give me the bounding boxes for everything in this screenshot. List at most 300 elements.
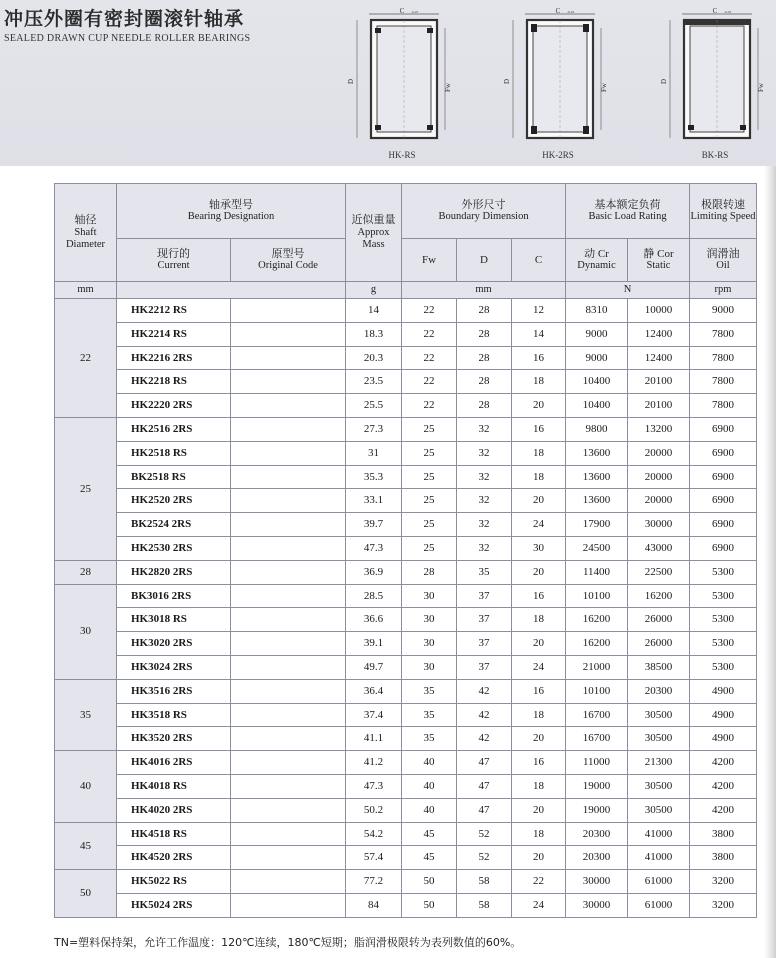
fw-cell: 25	[402, 489, 457, 513]
table-body	[55, 299, 757, 918]
diagram-label: HK-RS	[388, 150, 416, 160]
mass-cell: 28.5	[346, 584, 402, 608]
diagram-hk-2rs	[503, 8, 613, 160]
current-code-cell: HK3516 2RS	[117, 679, 231, 703]
dim-tolerance: -0.25	[724, 10, 732, 14]
static-load-cell: 12400	[628, 346, 690, 370]
table-row	[55, 560, 757, 584]
static-load-cell: 20100	[628, 370, 690, 394]
c-cell: 16	[512, 417, 566, 441]
table-row	[55, 679, 757, 703]
static-load-cell: 20000	[628, 441, 690, 465]
table-row	[55, 441, 757, 465]
fw-cell: 25	[402, 441, 457, 465]
table-row	[55, 322, 757, 346]
fw-cell: 22	[402, 370, 457, 394]
table-row	[55, 846, 757, 870]
current-code-cell: HK3018 RS	[117, 608, 231, 632]
dynamic-load-cell: 9800	[566, 417, 628, 441]
fw-cell: 35	[402, 703, 457, 727]
table-row	[55, 370, 757, 394]
oil-speed-cell: 5300	[690, 560, 757, 584]
dynamic-load-cell: 20300	[566, 846, 628, 870]
original-code-cell	[231, 513, 346, 537]
original-code-cell	[231, 441, 346, 465]
c-cell: 16	[512, 751, 566, 775]
dynamic-load-cell: 11000	[566, 751, 628, 775]
c-cell: 20	[512, 727, 566, 751]
dim-fw-label: Fw	[757, 83, 765, 92]
current-code-cell: HK3520 2RS	[117, 727, 231, 751]
current-code-cell: HK2516 2RS	[117, 417, 231, 441]
original-code-cell	[231, 774, 346, 798]
d-cell: 58	[457, 870, 512, 894]
oil-speed-cell: 3200	[690, 893, 757, 917]
unit-shaft: mm	[55, 282, 117, 299]
dynamic-load-cell: 9000	[566, 346, 628, 370]
dim-tolerance: -0.25	[411, 10, 419, 14]
c-cell: 12	[512, 299, 566, 323]
oil-speed-cell: 9000	[690, 299, 757, 323]
original-code-cell	[231, 299, 346, 323]
oil-speed-cell: 5300	[690, 632, 757, 656]
table-row	[55, 489, 757, 513]
page-edge-shadow	[764, 166, 776, 958]
header-current: 现行的 Current	[117, 239, 231, 282]
page-title: 冲压外圈有密封圈滚针轴承	[4, 9, 245, 30]
fw-cell: 30	[402, 608, 457, 632]
dynamic-load-cell: 30000	[566, 893, 628, 917]
d-cell: 52	[457, 822, 512, 846]
static-load-cell: 12400	[628, 322, 690, 346]
header-shaft: 轴径 Shaft Diameter	[55, 184, 117, 282]
c-cell: 16	[512, 584, 566, 608]
fw-cell: 50	[402, 870, 457, 894]
c-cell: 24	[512, 655, 566, 679]
oil-speed-cell: 3800	[690, 822, 757, 846]
original-code-cell	[231, 417, 346, 441]
dynamic-load-cell: 10100	[566, 584, 628, 608]
table-row	[55, 465, 757, 489]
mass-cell: 36.6	[346, 608, 402, 632]
diagram-hk-rs	[347, 8, 457, 160]
bearing-section-drawing	[660, 8, 770, 160]
original-code-cell	[231, 727, 346, 751]
dynamic-load-cell: 11400	[566, 560, 628, 584]
mass-cell: 36.4	[346, 679, 402, 703]
original-code-cell	[231, 608, 346, 632]
bearing-section-drawing	[503, 8, 613, 160]
mass-cell: 77.2	[346, 870, 402, 894]
unit-load: N	[566, 282, 690, 299]
table-row	[55, 584, 757, 608]
shaft-diameter-cell: 22	[55, 299, 117, 418]
fw-cell: 45	[402, 822, 457, 846]
bearing-section-drawing	[347, 8, 457, 160]
current-code-cell: HK5022 RS	[117, 870, 231, 894]
fw-cell: 45	[402, 846, 457, 870]
mass-cell: 31	[346, 441, 402, 465]
current-code-cell: HK2212 RS	[117, 299, 231, 323]
dynamic-load-cell: 20300	[566, 822, 628, 846]
d-cell: 42	[457, 727, 512, 751]
fw-cell: 35	[402, 679, 457, 703]
static-load-cell: 20300	[628, 679, 690, 703]
header-load: 基本额定负荷 Basic Load Rating	[566, 184, 690, 239]
static-load-cell: 26000	[628, 608, 690, 632]
oil-speed-cell: 6900	[690, 441, 757, 465]
static-load-cell: 22500	[628, 560, 690, 584]
c-cell: 16	[512, 679, 566, 703]
mass-cell: 36.9	[346, 560, 402, 584]
unit-mass: g	[346, 282, 402, 299]
diagram-label: HK-2RS	[542, 150, 574, 160]
dim-tolerance: -0.25	[567, 10, 575, 14]
fw-cell: 28	[402, 560, 457, 584]
fw-cell: 25	[402, 417, 457, 441]
fw-cell: 35	[402, 727, 457, 751]
dynamic-load-cell: 8310	[566, 299, 628, 323]
d-cell: 32	[457, 536, 512, 560]
dim-c-label: C	[712, 7, 718, 15]
diagram-label: BK-RS	[701, 150, 729, 160]
dynamic-load-cell: 10100	[566, 679, 628, 703]
c-cell: 22	[512, 870, 566, 894]
oil-speed-cell: 7800	[690, 370, 757, 394]
c-cell: 18	[512, 774, 566, 798]
d-cell: 37	[457, 632, 512, 656]
header-static: 静 Cor Static	[628, 239, 690, 282]
c-cell: 24	[512, 893, 566, 917]
oil-speed-cell: 5300	[690, 655, 757, 679]
d-cell: 47	[457, 774, 512, 798]
d-cell: 47	[457, 798, 512, 822]
mass-cell: 57.4	[346, 846, 402, 870]
mass-cell: 23.5	[346, 370, 402, 394]
dynamic-load-cell: 30000	[566, 870, 628, 894]
d-cell: 58	[457, 893, 512, 917]
table-row	[55, 632, 757, 656]
dynamic-load-cell: 16700	[566, 703, 628, 727]
current-code-cell: BK3016 2RS	[117, 584, 231, 608]
static-load-cell: 30500	[628, 798, 690, 822]
static-load-cell: 20100	[628, 394, 690, 418]
c-cell: 18	[512, 465, 566, 489]
original-code-cell	[231, 632, 346, 656]
static-load-cell: 41000	[628, 822, 690, 846]
dynamic-load-cell: 13600	[566, 489, 628, 513]
table-row	[55, 774, 757, 798]
oil-speed-cell: 4900	[690, 703, 757, 727]
header-d: D	[457, 239, 512, 282]
mass-cell: 20.3	[346, 346, 402, 370]
d-cell: 32	[457, 417, 512, 441]
bearing-spec-table	[54, 183, 757, 918]
fw-cell: 40	[402, 774, 457, 798]
table-row	[55, 655, 757, 679]
original-code-cell	[231, 536, 346, 560]
original-code-cell	[231, 870, 346, 894]
fw-cell: 40	[402, 798, 457, 822]
d-cell: 42	[457, 703, 512, 727]
d-cell: 52	[457, 846, 512, 870]
c-cell: 20	[512, 560, 566, 584]
current-code-cell: HK4518 RS	[117, 822, 231, 846]
mass-cell: 47.3	[346, 774, 402, 798]
shaft-diameter-cell: 35	[55, 679, 117, 750]
mass-cell: 14	[346, 299, 402, 323]
header-speed: 极限转速 Limiting Speed	[690, 184, 757, 239]
fw-cell: 25	[402, 465, 457, 489]
oil-speed-cell: 3800	[690, 846, 757, 870]
mass-cell: 39.1	[346, 632, 402, 656]
shaft-diameter-cell: 28	[55, 560, 117, 584]
c-cell: 18	[512, 608, 566, 632]
current-code-cell: BK2524 2RS	[117, 513, 231, 537]
table-row	[55, 893, 757, 917]
mass-cell: 50.2	[346, 798, 402, 822]
mass-cell: 27.3	[346, 417, 402, 441]
d-cell: 37	[457, 608, 512, 632]
table-row	[55, 536, 757, 560]
original-code-cell	[231, 465, 346, 489]
oil-speed-cell: 7800	[690, 322, 757, 346]
table-row	[55, 608, 757, 632]
mass-cell: 39.7	[346, 513, 402, 537]
current-code-cell: HK2820 2RS	[117, 560, 231, 584]
mass-cell: 54.2	[346, 822, 402, 846]
static-load-cell: 30500	[628, 727, 690, 751]
mass-cell: 49.7	[346, 655, 402, 679]
current-code-cell: HK3518 RS	[117, 703, 231, 727]
static-load-cell: 43000	[628, 536, 690, 560]
dynamic-load-cell: 19000	[566, 774, 628, 798]
oil-speed-cell: 6900	[690, 465, 757, 489]
table-row	[55, 513, 757, 537]
shaft-diameter-cell: 50	[55, 870, 117, 918]
shaft-diameter-cell: 45	[55, 822, 117, 870]
oil-speed-cell: 3200	[690, 870, 757, 894]
mass-cell: 84	[346, 893, 402, 917]
current-code-cell: HK5024 2RS	[117, 893, 231, 917]
d-cell: 42	[457, 679, 512, 703]
table-row	[55, 751, 757, 775]
d-cell: 32	[457, 489, 512, 513]
current-code-cell: HK2220 2RS	[117, 394, 231, 418]
table-row	[55, 798, 757, 822]
oil-speed-cell: 4200	[690, 798, 757, 822]
unit-designation-blank	[117, 282, 346, 299]
table-row	[55, 417, 757, 441]
header-original: 原型号 Original Code	[231, 239, 346, 282]
dynamic-load-cell: 10400	[566, 370, 628, 394]
fw-cell: 22	[402, 322, 457, 346]
original-code-cell	[231, 489, 346, 513]
oil-speed-cell: 4900	[690, 679, 757, 703]
d-cell: 28	[457, 370, 512, 394]
static-load-cell: 21300	[628, 751, 690, 775]
c-cell: 14	[512, 322, 566, 346]
d-cell: 47	[457, 751, 512, 775]
static-load-cell: 30500	[628, 703, 690, 727]
unit-speed: rpm	[690, 282, 757, 299]
current-code-cell: HK2518 RS	[117, 441, 231, 465]
dynamic-load-cell: 17900	[566, 513, 628, 537]
fw-cell: 50	[402, 893, 457, 917]
mass-cell: 41.1	[346, 727, 402, 751]
static-load-cell: 16200	[628, 584, 690, 608]
table-row	[55, 299, 757, 323]
dynamic-load-cell: 16200	[566, 608, 628, 632]
current-code-cell: HK4018 RS	[117, 774, 231, 798]
header-mass: 近似重量 Approx Mass	[346, 184, 402, 282]
oil-speed-cell: 4200	[690, 774, 757, 798]
static-load-cell: 61000	[628, 870, 690, 894]
current-code-cell: HK2520 2RS	[117, 489, 231, 513]
mass-cell: 41.2	[346, 751, 402, 775]
static-load-cell: 61000	[628, 893, 690, 917]
oil-speed-cell: 6900	[690, 536, 757, 560]
c-cell: 24	[512, 513, 566, 537]
original-code-cell	[231, 560, 346, 584]
static-load-cell: 20000	[628, 489, 690, 513]
mass-cell: 25.5	[346, 394, 402, 418]
catalog-header	[0, 0, 776, 166]
c-cell: 20	[512, 798, 566, 822]
dim-fw-label: Fw	[600, 83, 608, 92]
static-load-cell: 38500	[628, 655, 690, 679]
c-cell: 18	[512, 703, 566, 727]
fw-cell: 25	[402, 513, 457, 537]
table-row	[55, 727, 757, 751]
oil-speed-cell: 7800	[690, 346, 757, 370]
mass-cell: 47.3	[346, 536, 402, 560]
page-subtitle: SEALED DRAWN CUP NEEDLE ROLLER BEARINGS	[4, 33, 251, 44]
oil-speed-cell: 6900	[690, 417, 757, 441]
fw-cell: 22	[402, 299, 457, 323]
original-code-cell	[231, 370, 346, 394]
static-load-cell: 30000	[628, 513, 690, 537]
dynamic-load-cell: 19000	[566, 798, 628, 822]
dynamic-load-cell: 10400	[566, 394, 628, 418]
c-cell: 20	[512, 632, 566, 656]
fw-cell: 30	[402, 632, 457, 656]
current-code-cell: HK4016 2RS	[117, 751, 231, 775]
c-cell: 30	[512, 536, 566, 560]
c-cell: 18	[512, 370, 566, 394]
oil-speed-cell: 5300	[690, 584, 757, 608]
original-code-cell	[231, 679, 346, 703]
current-code-cell: HK2216 2RS	[117, 346, 231, 370]
fw-cell: 30	[402, 655, 457, 679]
c-cell: 16	[512, 346, 566, 370]
current-code-cell: HK3020 2RS	[117, 632, 231, 656]
header-boundary: 外形尺寸 Boundary Dimension	[402, 184, 566, 239]
table-row	[55, 822, 757, 846]
c-cell: 20	[512, 489, 566, 513]
table-header	[55, 184, 757, 299]
footnote: TN=塑料保持架，允许工作温度：120℃连续，180℃短期；脂润滑极限转为表列数值的60%。	[54, 936, 522, 949]
header-oil: 润滑油 Oil	[690, 239, 757, 282]
original-code-cell	[231, 655, 346, 679]
oil-speed-cell: 6900	[690, 489, 757, 513]
header-fw: Fw	[402, 239, 457, 282]
mass-cell: 18.3	[346, 322, 402, 346]
dim-c-label: C	[399, 7, 405, 15]
diagram-bk-rs	[660, 8, 770, 160]
dim-fw-label: Fw	[444, 83, 452, 92]
table-row	[55, 346, 757, 370]
header-c: C	[512, 239, 566, 282]
d-cell: 28	[457, 299, 512, 323]
current-code-cell: HK4020 2RS	[117, 798, 231, 822]
current-code-cell: BK2518 RS	[117, 465, 231, 489]
original-code-cell	[231, 893, 346, 917]
d-cell: 28	[457, 322, 512, 346]
oil-speed-cell: 4200	[690, 751, 757, 775]
shaft-diameter-cell: 25	[55, 417, 117, 560]
d-cell: 35	[457, 560, 512, 584]
static-load-cell: 10000	[628, 299, 690, 323]
current-code-cell: HK2530 2RS	[117, 536, 231, 560]
d-cell: 37	[457, 584, 512, 608]
d-cell: 32	[457, 465, 512, 489]
shaft-diameter-cell: 30	[55, 584, 117, 679]
d-cell: 37	[457, 655, 512, 679]
fw-cell: 22	[402, 346, 457, 370]
unit-boundary: mm	[402, 282, 566, 299]
oil-speed-cell: 7800	[690, 394, 757, 418]
current-code-cell: HK4520 2RS	[117, 846, 231, 870]
dynamic-load-cell: 13600	[566, 441, 628, 465]
fw-cell: 25	[402, 536, 457, 560]
fw-cell: 40	[402, 751, 457, 775]
c-cell: 20	[512, 846, 566, 870]
c-cell: 20	[512, 394, 566, 418]
static-load-cell: 26000	[628, 632, 690, 656]
dynamic-load-cell: 16700	[566, 727, 628, 751]
d-cell: 32	[457, 513, 512, 537]
bearing-table-container	[54, 183, 756, 918]
header-dynamic: 动 Cr Dynamic	[566, 239, 628, 282]
dim-c-label: C	[555, 7, 561, 15]
fw-cell: 30	[402, 584, 457, 608]
mass-cell: 35.3	[346, 465, 402, 489]
static-load-cell: 41000	[628, 846, 690, 870]
original-code-cell	[231, 584, 346, 608]
dynamic-load-cell: 24500	[566, 536, 628, 560]
fw-cell: 22	[402, 394, 457, 418]
oil-speed-cell: 5300	[690, 608, 757, 632]
header-designation: 轴承型号 Bearing Designation	[117, 184, 346, 239]
dim-d-label: D	[503, 78, 511, 84]
static-load-cell: 20000	[628, 465, 690, 489]
original-code-cell	[231, 846, 346, 870]
oil-speed-cell: 4900	[690, 727, 757, 751]
static-load-cell: 13200	[628, 417, 690, 441]
table-row	[55, 703, 757, 727]
current-code-cell: HK3024 2RS	[117, 655, 231, 679]
dim-d-label: D	[347, 78, 355, 84]
current-code-cell: HK2218 RS	[117, 370, 231, 394]
mass-cell: 37.4	[346, 703, 402, 727]
c-cell: 18	[512, 822, 566, 846]
c-cell: 18	[512, 441, 566, 465]
dynamic-load-cell: 21000	[566, 655, 628, 679]
dim-d-label: D	[660, 78, 668, 84]
oil-speed-cell: 6900	[690, 513, 757, 537]
shaft-diameter-cell: 40	[55, 751, 117, 822]
